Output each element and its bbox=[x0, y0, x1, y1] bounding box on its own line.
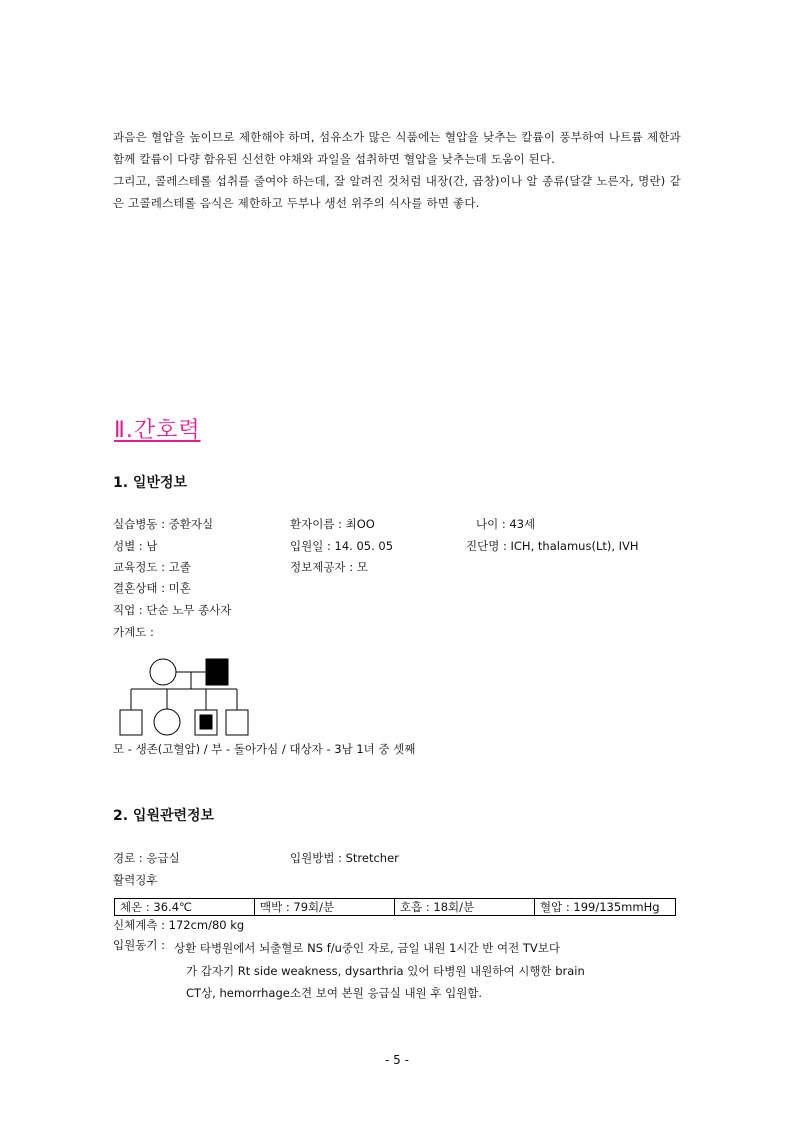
genogram-label: 가계도 : bbox=[113, 625, 154, 639]
intro-paragraph: 과음은 혈압을 높이므로 제한해야 하며, 섬유소가 많은 식품에는 혈압을 낮추는 칼륨이 풍부하여 나트륨 제한과 함께 칼륨이 다량 함유된 신선한 야채와 과일을 섭취하면 혈압을 낮추는데 도움이 된다. bbox=[113, 130, 681, 166]
intro-paragraph: 그리고, 콜레스테롤 섭취를 줄여야 하는데, 잘 알려진 것처럼 내장(간, 곱창)이나 알 종류(달걀 노른자, 명란) 같은 고콜레스테롤 음식은 제한하고 두부나 생선 위주의 식사를 하면 좋다. bbox=[113, 174, 681, 210]
education-field: 교육정도 : 고졸 bbox=[113, 560, 191, 574]
patient-square-inner bbox=[200, 715, 212, 729]
genogram-diagram bbox=[115, 648, 257, 738]
page-number: - 5 - bbox=[385, 1053, 409, 1067]
admission-date-field: 입원일 : 14. 05. 05 bbox=[290, 539, 394, 553]
pulse-cell: 맥박 : 79회/분 bbox=[255, 899, 395, 916]
occupation-field: 직업 : 단순 노무 종사자 bbox=[113, 603, 232, 617]
reason-line: CT상, hemorrhage소견 보여 본원 응급실 내원 후 입원함. bbox=[186, 986, 483, 1000]
body-measurement-field: 신체계측 : 172cm/80 kg bbox=[113, 918, 245, 932]
vital-signs-row bbox=[115, 899, 676, 916]
genogram-caption: 모 - 생존(고혈압) / 부 - 돌아가심 / 대상자 - 3남 1녀 중 셋째 bbox=[113, 742, 416, 756]
daughter-circle bbox=[154, 709, 180, 735]
temperature-cell: 체온 : 36.4℃ bbox=[115, 899, 255, 916]
sex-field: 성별 : 남 bbox=[113, 539, 158, 553]
age-field: 나이 : 43세 bbox=[476, 517, 536, 531]
general-info-heading: 1. 일반정보 bbox=[113, 475, 188, 491]
admission-info-heading: 2. 입원관련정보 bbox=[113, 808, 215, 824]
admission-reason-text bbox=[174, 937, 674, 1005]
respiration-cell: 호흡 : 18회/분 bbox=[395, 899, 535, 916]
marital-status-field: 결혼상태 : 미혼 bbox=[113, 581, 191, 595]
first-son-square bbox=[120, 710, 142, 735]
route-field: 경로 : 응급실 bbox=[113, 851, 180, 865]
section-title: Ⅱ.간호력 bbox=[114, 418, 201, 443]
blood-pressure-cell: 혈압 : 199/135mmHg bbox=[535, 899, 676, 916]
diagnosis-field: 진단명 : ICH, thalamus(Lt), IVH bbox=[466, 539, 639, 553]
father-square-deceased bbox=[206, 659, 228, 685]
reason-line: 상환 타병원에서 뇌출혈로 NS f/u중인 자로, 금일 내원 1시간 반 여전 TV보다 bbox=[174, 941, 561, 955]
patient-name-field: 환자이름 : 최OO bbox=[290, 517, 375, 531]
ward-field: 실습병동 : 중환자실 bbox=[113, 517, 214, 531]
fourth-son-square bbox=[226, 710, 248, 735]
intro-text bbox=[113, 126, 681, 214]
reason-line: 가 갑자기 Rt side weakness, dysarthria 있어 타병원 내원하여 시행한 brain bbox=[186, 963, 585, 978]
mother-circle bbox=[150, 659, 176, 685]
admission-reason-label: 입원동기 : bbox=[113, 938, 165, 952]
admission-method-field: 입원방법 : Stretcher bbox=[290, 851, 399, 865]
vital-signs-label: 활력징후 bbox=[113, 873, 158, 887]
informant-field: 정보제공자 : 모 bbox=[290, 560, 368, 574]
vital-signs-table bbox=[114, 898, 676, 916]
